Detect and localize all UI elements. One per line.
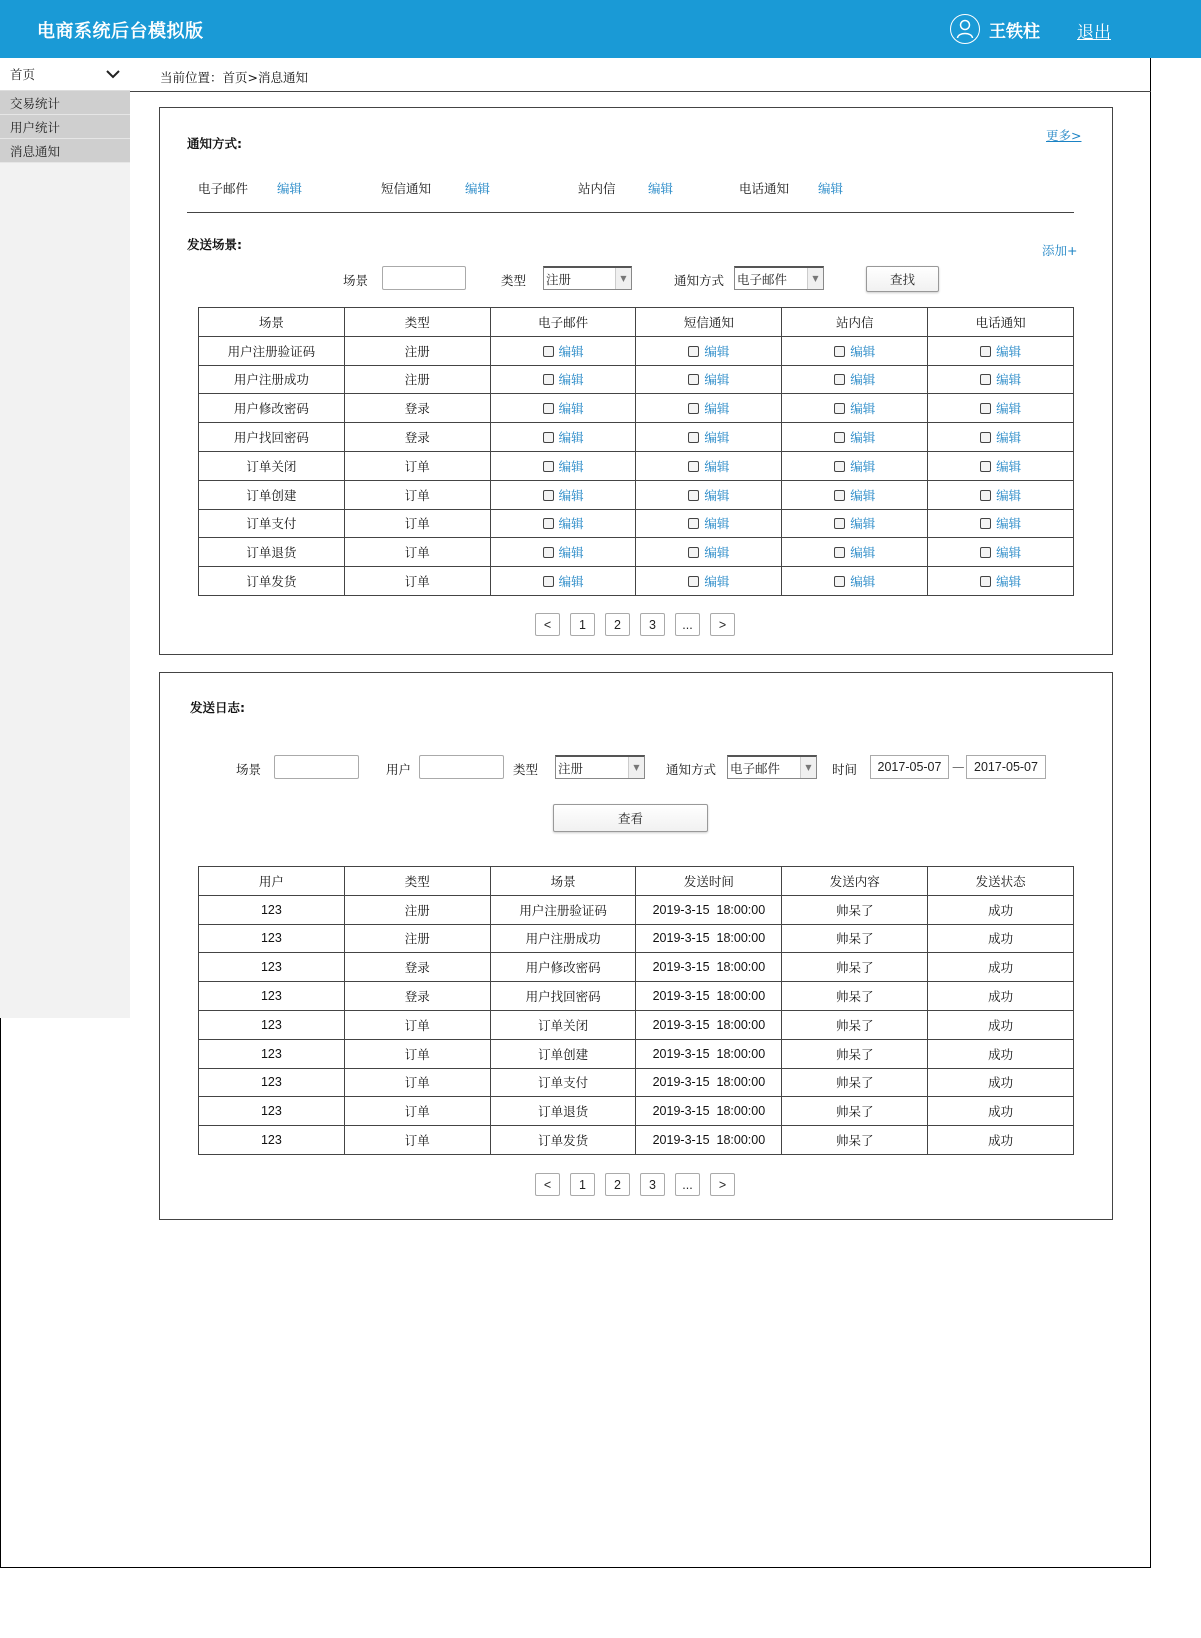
edit-link[interactable]: 编辑 [704,430,730,446]
content-cell: 帅呆了 [782,1039,928,1068]
edit-link[interactable]: 编辑 [558,545,584,561]
method-toggle-cell [636,538,782,567]
method-toggle-cell [782,451,928,480]
content-cell: 帅呆了 [782,1097,928,1126]
table-row [199,953,1074,982]
method-toggle-cell [490,538,636,567]
type-cell: 订单 [344,1097,490,1126]
section-divider [187,212,1074,213]
method-toggle-cell [490,451,636,480]
type-filter-select[interactable] [543,266,632,290]
method-toggle-cell [928,480,1074,509]
edit-link[interactable]: 编辑 [704,574,730,590]
type-cell: 订单 [344,538,490,567]
scene-filter-input[interactable] [382,266,466,290]
enable-checkbox[interactable] [688,490,699,501]
method-filter-label: 通知方式 [674,273,725,288]
table-row [199,924,1074,953]
method-toggle-cell [928,336,1074,365]
notify-methods-title: 通知方式: [187,136,242,151]
enable-checkbox[interactable] [543,346,554,357]
edit-link[interactable]: 编辑 [996,516,1022,532]
scene-cell: 用户注册成功 [490,924,636,953]
type-cell: 注册 [344,365,490,394]
status-cell: 成功 [928,982,1074,1011]
send-time-cell: 2019-3-15 18:00:00 [636,953,782,982]
column-header: 发送状态 [928,867,1074,896]
edit-link[interactable]: 编辑 [558,343,584,359]
breadcrumb: 当前位置：首页>消息通知 [160,70,308,85]
type-cell: 订单 [344,480,490,509]
method-email-label: 电子邮件 [198,181,249,196]
column-header: 发送时间 [636,867,782,896]
edit-link[interactable]: 编辑 [704,516,730,532]
edit-link[interactable]: 编辑 [850,430,876,446]
enable-checkbox[interactable] [688,374,699,385]
table-row [199,895,1074,924]
type-cell: 登录 [344,394,490,423]
dropdown-arrow-icon: ▼ [615,268,631,289]
logs-table [198,866,1074,1155]
enable-checkbox[interactable] [688,547,699,558]
enable-checkbox[interactable] [834,346,845,357]
page-ellipsis-button[interactable]: ... [675,613,700,636]
user-cell: 123 [199,982,345,1011]
status-cell: 成功 [928,924,1074,953]
edit-link[interactable]: 编辑 [704,458,730,474]
method-toggle-cell [490,394,636,423]
enable-checkbox[interactable] [543,547,554,558]
method-phone-label: 电话通知 [739,181,790,196]
method-toggle-cell [782,509,928,538]
scenes-title: 发送场景: [187,237,242,252]
method-toggle-cell [490,365,636,394]
edit-link[interactable]: 编辑 [558,516,584,532]
enable-checkbox[interactable] [688,461,699,472]
table-row [199,567,1074,596]
column-header: 类型 [344,867,490,896]
page-1-button[interactable]: 1 [570,1173,595,1196]
method-toggle-cell [782,336,928,365]
user-cell: 123 [199,1126,345,1155]
add-scene-link[interactable]: 添加+ [1042,243,1078,258]
method-inbox-label: 站内信 [578,181,616,196]
scene-cell: 订单发货 [199,567,345,596]
method-toggle-cell [928,423,1074,452]
method-toggle-cell [928,538,1074,567]
scene-cell: 用户找回密码 [490,982,636,1011]
type-cell: 登录 [344,982,490,1011]
send-logs-panel [159,672,1113,1220]
page-next-button[interactable]: > [710,613,735,636]
type-filter-label: 类型 [501,273,527,288]
content-cell: 帅呆了 [782,924,928,953]
enable-checkbox[interactable] [688,403,699,414]
log-scene-input[interactable] [274,755,359,779]
logs-pagination [535,1173,735,1196]
enable-checkbox[interactable] [688,432,699,443]
method-toggle-cell [928,451,1074,480]
edit-link[interactable]: 编辑 [558,430,584,446]
dropdown-arrow-icon: ▼ [807,268,823,289]
edit-link[interactable]: 编辑 [996,343,1022,359]
enable-checkbox[interactable] [980,461,991,472]
enable-checkbox[interactable] [688,576,699,587]
user-cell: 123 [199,1068,345,1097]
edit-link[interactable]: 编辑 [558,458,584,474]
table-row [199,451,1074,480]
edit-link[interactable]: 编辑 [996,372,1022,388]
log-method-value: 电子邮件 [730,760,781,776]
page-2-button[interactable]: 2 [605,613,630,636]
type-cell: 订单 [344,509,490,538]
page-ellipsis-button[interactable]: ... [675,1173,700,1196]
send-time-cell: 2019-3-15 18:00:00 [636,1068,782,1097]
send-time-cell: 2019-3-15 18:00:00 [636,924,782,953]
type-cell: 注册 [344,924,490,953]
scene-cell: 用户注册成功 [199,365,345,394]
scene-cell: 用户注册验证码 [490,895,636,924]
dropdown-arrow-icon: ▼ [628,757,644,778]
breadcrumb-bar [130,58,1151,92]
enable-checkbox[interactable] [543,374,554,385]
scene-cell: 订单支付 [199,509,345,538]
enable-checkbox[interactable] [543,576,554,587]
method-toggle-cell [636,451,782,480]
scene-filter-label: 场景 [343,273,369,288]
status-cell: 成功 [928,1039,1074,1068]
method-toggle-cell [636,336,782,365]
log-scene-label: 场景 [236,762,262,777]
table-row [199,423,1074,452]
scene-cell: 用户找回密码 [199,423,345,452]
type-cell: 订单 [344,1010,490,1039]
send-time-cell: 2019-3-15 18:00:00 [636,1097,782,1126]
type-cell: 订单 [344,1068,490,1097]
sidebar-item-home[interactable] [0,58,130,91]
sidebar-item-user-stats[interactable]: 用户统计 [0,115,130,139]
enable-checkbox[interactable] [834,576,845,587]
user-info [950,14,1040,44]
edit-link[interactable]: 编辑 [850,401,876,417]
edit-link[interactable]: 编辑 [850,343,876,359]
view-button[interactable]: 查看 [553,804,708,832]
status-cell: 成功 [928,953,1074,982]
search-button[interactable]: 查找 [866,266,939,292]
scene-cell: 订单退货 [490,1097,636,1126]
enable-checkbox[interactable] [543,403,554,414]
enable-checkbox[interactable] [834,490,845,501]
table-row [199,365,1074,394]
edit-link[interactable]: 编辑 [558,401,584,417]
method-toggle-cell [782,567,928,596]
edit-link[interactable]: 编辑 [850,516,876,532]
method-toggle-cell [782,480,928,509]
user-cell: 123 [199,1097,345,1126]
enable-checkbox[interactable] [834,432,845,443]
edit-link[interactable]: 编辑 [704,401,730,417]
method-toggle-cell [636,509,782,538]
sidebar-item-transaction-stats[interactable]: 交易统计 [0,91,130,115]
method-toggle-cell [490,509,636,538]
enable-checkbox[interactable] [543,461,554,472]
enable-checkbox[interactable] [980,432,991,443]
top-header [0,0,1201,58]
enable-checkbox[interactable] [834,518,845,529]
date-range-separator: — [952,759,965,774]
scene-cell: 用户修改密码 [199,394,345,423]
user-cell: 123 [199,924,345,953]
method-phone-edit-link[interactable]: 编辑 [818,181,844,196]
table-row [199,509,1074,538]
content-cell: 帅呆了 [782,1010,928,1039]
edit-link[interactable]: 编辑 [996,545,1022,561]
sidebar-home-label: 首页 [10,67,36,82]
logs-title: 发送日志: [190,700,245,715]
content-cell: 帅呆了 [782,953,928,982]
edit-link[interactable]: 编辑 [558,372,584,388]
edit-link[interactable]: 编辑 [996,574,1022,590]
scene-cell: 订单退货 [199,538,345,567]
method-toggle-cell [636,480,782,509]
enable-checkbox[interactable] [688,346,699,357]
scene-cell: 订单支付 [490,1068,636,1097]
method-email-edit-link[interactable]: 编辑 [277,181,303,196]
send-time-cell: 2019-3-15 18:00:00 [636,1010,782,1039]
scene-cell: 订单创建 [199,480,345,509]
scene-cell: 订单关闭 [490,1010,636,1039]
column-header: 电话通知 [928,308,1074,337]
edit-link[interactable]: 编辑 [996,458,1022,474]
edit-link[interactable]: 编辑 [996,487,1022,503]
log-method-label: 通知方式 [666,762,717,777]
column-header: 发送内容 [782,867,928,896]
type-cell: 订单 [344,1039,490,1068]
type-filter-value: 注册 [546,271,572,287]
method-sms-label: 短信通知 [381,181,432,196]
edit-link[interactable]: 编辑 [850,372,876,388]
column-header: 站内信 [782,308,928,337]
method-toggle-cell [636,423,782,452]
edit-link[interactable]: 编辑 [996,401,1022,417]
method-toggle-cell [782,394,928,423]
column-header: 场景 [490,867,636,896]
type-cell: 注册 [344,895,490,924]
scenes-table [198,307,1074,596]
scene-cell: 用户修改密码 [490,953,636,982]
page-prev-button[interactable]: < [535,1173,560,1196]
scene-cell: 订单关闭 [199,451,345,480]
enable-checkbox[interactable] [834,547,845,558]
column-header: 电子邮件 [490,308,636,337]
status-cell: 成功 [928,1010,1074,1039]
table-row [199,480,1074,509]
method-toggle-cell [636,567,782,596]
edit-link[interactable]: 编辑 [850,545,876,561]
send-time-cell: 2019-3-15 18:00:00 [636,1126,782,1155]
method-filter-select[interactable] [734,266,824,290]
chevron-down-icon [106,67,120,82]
column-header: 类型 [344,308,490,337]
table-row [199,1039,1074,1068]
log-type-select[interactable] [555,755,645,779]
status-cell: 成功 [928,1126,1074,1155]
enable-checkbox[interactable] [980,403,991,414]
method-sms-edit-link[interactable]: 编辑 [465,181,491,196]
edit-link[interactable]: 编辑 [850,458,876,474]
send-time-cell: 2019-3-15 18:00:00 [636,982,782,1011]
user-cell: 123 [199,1010,345,1039]
table-header-row [199,867,1074,896]
app-title: 电商系统后台模拟版 [37,21,204,42]
enable-checkbox[interactable] [688,518,699,529]
status-cell: 成功 [928,1068,1074,1097]
type-cell: 登录 [344,423,490,452]
content-cell: 帅呆了 [782,895,928,924]
type-cell: 注册 [344,336,490,365]
method-toggle-cell [490,567,636,596]
method-toggle-cell [490,336,636,365]
enable-checkbox[interactable] [834,403,845,414]
edit-link[interactable]: 编辑 [850,487,876,503]
date-from-input[interactable]: 2017-05-07 [870,755,949,779]
enable-checkbox[interactable] [980,547,991,558]
method-toggle-cell [782,423,928,452]
sidebar-item-message-notify[interactable]: 消息通知 [0,139,130,163]
date-to-input[interactable]: 2017-05-07 [966,755,1046,779]
enable-checkbox[interactable] [980,374,991,385]
log-user-label: 用户 [386,762,412,777]
enable-checkbox[interactable] [980,346,991,357]
method-toggle-cell [782,365,928,394]
method-toggle-cell [928,394,1074,423]
enable-checkbox[interactable] [834,461,845,472]
table-row [199,1010,1074,1039]
log-type-label: 类型 [513,762,539,777]
user-cell: 123 [199,953,345,982]
page-2-button[interactable]: 2 [605,1173,630,1196]
method-toggle-cell [490,480,636,509]
enable-checkbox[interactable] [980,576,991,587]
method-inbox-edit-link[interactable]: 编辑 [648,181,674,196]
table-row [199,538,1074,567]
log-method-select[interactable] [727,755,817,779]
enable-checkbox[interactable] [543,518,554,529]
column-header: 用户 [199,867,345,896]
enable-checkbox[interactable] [980,490,991,501]
method-toggle-cell [928,365,1074,394]
user-name: 王铁柱 [989,21,1040,42]
method-toggle-cell [928,567,1074,596]
table-row [199,982,1074,1011]
type-cell: 订单 [344,567,490,596]
page-3-button[interactable]: 3 [640,1173,665,1196]
table-row [199,336,1074,365]
type-cell: 登录 [344,953,490,982]
content-cell: 帅呆了 [782,1068,928,1097]
edit-link[interactable]: 编辑 [558,574,584,590]
edit-link[interactable]: 编辑 [850,574,876,590]
scene-cell: 用户注册验证码 [199,336,345,365]
enable-checkbox[interactable] [543,432,554,443]
logout-link[interactable]: 退出 [1077,23,1111,43]
edit-link[interactable]: 编辑 [558,487,584,503]
enable-checkbox[interactable] [980,518,991,529]
method-toggle-cell [928,509,1074,538]
method-toggle-cell [782,538,928,567]
dropdown-arrow-icon: ▼ [800,757,816,778]
send-time-cell: 2019-3-15 18:00:00 [636,1039,782,1068]
content-cell: 帅呆了 [782,1126,928,1155]
method-toggle-cell [490,423,636,452]
table-header-row [199,308,1074,337]
edit-link[interactable]: 编辑 [704,487,730,503]
notify-settings-panel [159,107,1113,655]
method-toggle-cell [636,365,782,394]
table-row [199,394,1074,423]
user-avatar-icon [950,14,980,44]
page-prev-button[interactable]: < [535,613,560,636]
log-type-value: 注册 [558,760,584,776]
column-header: 场景 [199,308,345,337]
scene-cell: 订单发货 [490,1126,636,1155]
edit-link[interactable]: 编辑 [704,343,730,359]
method-filter-value: 电子邮件 [737,271,788,287]
edit-link[interactable]: 编辑 [996,430,1022,446]
edit-link[interactable]: 编辑 [704,545,730,561]
log-user-input[interactable] [419,755,504,779]
page-next-button[interactable]: > [710,1173,735,1196]
edit-link[interactable]: 编辑 [704,372,730,388]
content-cell: 帅呆了 [782,982,928,1011]
page-1-button[interactable]: 1 [570,613,595,636]
enable-checkbox[interactable] [834,374,845,385]
enable-checkbox[interactable] [543,490,554,501]
send-time-cell: 2019-3-15 18:00:00 [636,895,782,924]
scene-cell: 订单创建 [490,1039,636,1068]
status-cell: 成功 [928,895,1074,924]
column-header: 短信通知 [636,308,782,337]
type-cell: 订单 [344,451,490,480]
log-time-label: 时间 [832,762,858,777]
table-row [199,1126,1074,1155]
user-cell: 123 [199,1039,345,1068]
status-cell: 成功 [928,1097,1074,1126]
page-3-button[interactable]: 3 [640,613,665,636]
sidebar [0,58,130,1018]
table-row [199,1068,1074,1097]
user-cell: 123 [199,895,345,924]
more-link[interactable]: 更多> [1046,128,1082,143]
table-row [199,1097,1074,1126]
scenes-pagination [535,613,735,636]
method-toggle-cell [636,394,782,423]
type-cell: 订单 [344,1126,490,1155]
